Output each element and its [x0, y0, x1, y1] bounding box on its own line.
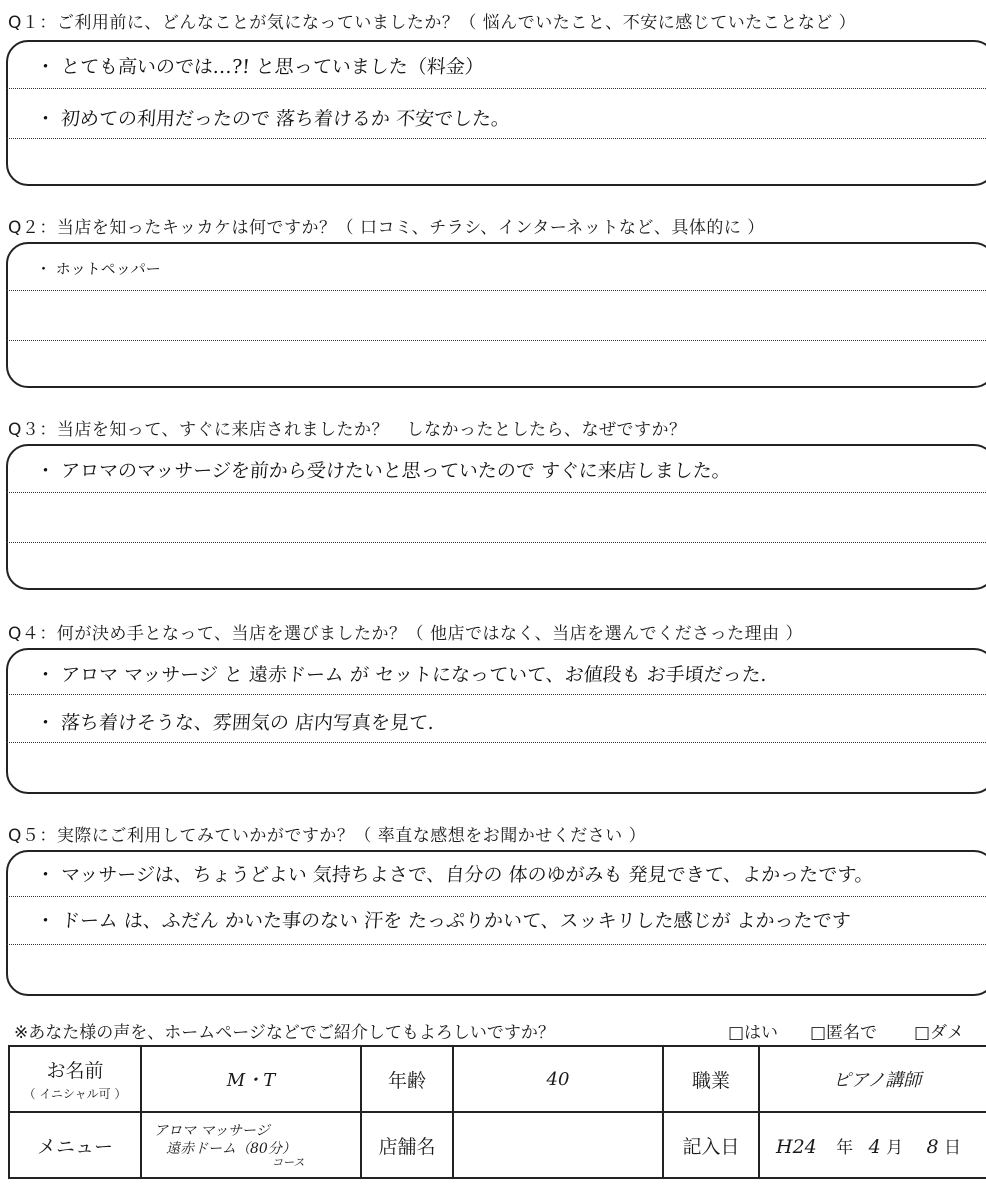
job-value[interactable]: ピアノ講師: [759, 1046, 986, 1112]
respondent-info-table: [8, 1045, 986, 1179]
store-label: 店舗名: [361, 1112, 453, 1178]
date-day-unit: 日: [943, 1137, 961, 1158]
question-3-label: Q３：当店を知って、すぐに来店されましたか？ しなかったとしたら、なぜですか？: [8, 420, 687, 440]
date-month-unit: 月: [886, 1137, 904, 1158]
handwritten-answer: ・ とても高いのでは…?! と思っていました（料金）: [35, 56, 485, 78]
age-label: 年齢: [361, 1046, 453, 1112]
question-4-label: Q４：何が決め手となって、当店を選びましたか？（ 他店ではなく、当店を選んでくださった理由 ）: [8, 624, 804, 644]
menu-value-sub: コース: [272, 1156, 305, 1169]
answer-line: [6, 694, 986, 695]
handwritten-answer: ・ 初めての利用だったので 落ち着けるか 不安でした。: [35, 108, 511, 130]
job-label: 職業: [663, 1046, 759, 1112]
answer-line: [6, 290, 986, 291]
name-note: （ イニシャル可 ）: [23, 1087, 127, 1101]
date-label: 記入日: [663, 1112, 759, 1178]
consent-option-no[interactable]: □ダメ: [914, 1023, 965, 1043]
date-value-cell[interactable]: [759, 1112, 986, 1178]
consent-question: ※あなた様の声を、ホームページなどでご紹介してもよろしいですか？: [14, 1023, 555, 1043]
date-month: 4: [868, 1135, 881, 1158]
handwritten-answer: ・ アロマ マッサージ と 遠赤ドーム が セットになっていて、お値段も お手頃だった.: [35, 664, 768, 686]
date-year-unit: 年: [836, 1137, 854, 1158]
handwritten-answer: ・ マッサージは、ちょうどよい 気持ちよさで、自分の 体のゆがみも 発見できて、よかったです。: [35, 864, 875, 886]
table-row: [9, 1046, 986, 1112]
menu-value-line1: アロマ マッサージ: [154, 1123, 270, 1139]
answer-line: [6, 88, 986, 89]
date-era: H24: [776, 1135, 817, 1158]
handwritten-answer: ・ 落ち着けそうな、雰囲気の 店内写真を見て.: [35, 712, 435, 734]
menu-value-line2: 遠赤ドーム（80分）: [166, 1141, 296, 1157]
menu-value-cell[interactable]: [141, 1112, 361, 1178]
handwritten-answer: ・ ドーム は、ふだん かいた事のない 汗を たっぷりかいて、スッキリした感じが よかったです: [35, 910, 852, 932]
consent-option-anonymous[interactable]: □匿名で: [810, 1023, 878, 1043]
answer-line: [6, 742, 986, 743]
answer-line: [6, 542, 986, 543]
handwritten-answer: ・ アロマのマッサージを前から受けたいと思っていたので すぐに来店しました。: [35, 460, 732, 482]
answer-line: [6, 896, 986, 897]
name-label-cell: [9, 1046, 141, 1112]
handwritten-answer: ・ ホットペッパー: [35, 260, 162, 278]
question-5-label: Q５：実際にご利用してみていかがですか？（ 率直な感想をお聞かせください ）: [8, 826, 647, 846]
name-label: お名前: [46, 1060, 104, 1082]
question-1-label: Q１：ご利用前に、どんなことが気になっていましたか？（ 悩んでいたこと、不安に感じていたことなど ）: [8, 13, 857, 33]
answer-line: [6, 944, 986, 945]
answer-line: [6, 340, 986, 341]
menu-label: メニュー: [9, 1112, 141, 1178]
name-value[interactable]: M・T: [141, 1046, 361, 1112]
table-row: [9, 1112, 986, 1178]
consent-option-yes[interactable]: □はい: [728, 1023, 779, 1043]
question-2-label: Q２：当店を知ったキッカケは何ですか？（ 口コミ、チラシ、インターネットなど、具体的に ）: [8, 218, 765, 238]
answer-line: [6, 492, 986, 493]
age-value[interactable]: 40: [453, 1046, 663, 1112]
answer-line: [6, 138, 986, 139]
store-value[interactable]: [453, 1112, 663, 1178]
date-day: 8: [926, 1135, 939, 1158]
